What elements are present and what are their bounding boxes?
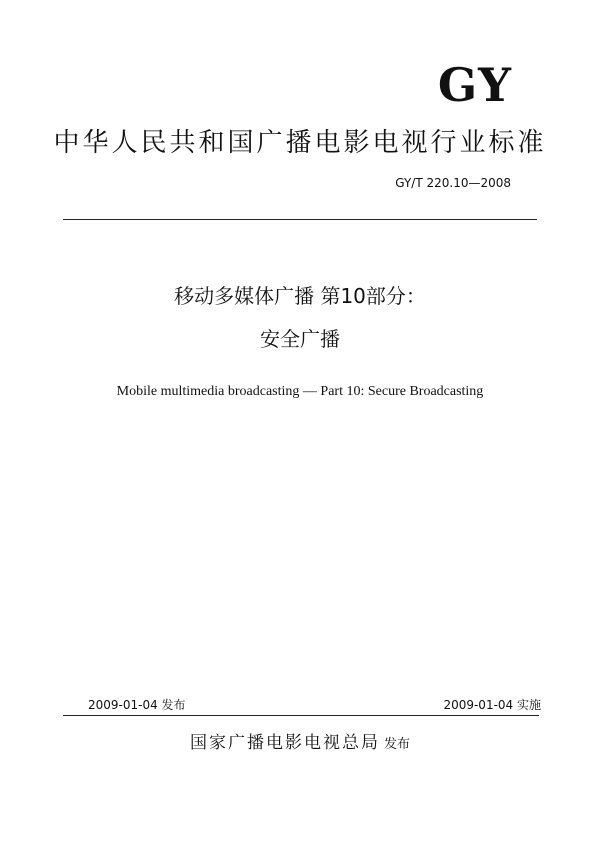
standard-number: GY/T 220.10—2008 bbox=[395, 176, 511, 190]
issue-date: 2009-01-04 发布 bbox=[88, 698, 186, 712]
issuing-authority: 国家广播电影电视总局 bbox=[189, 733, 380, 753]
document-title-line2: 安全广播 bbox=[260, 327, 340, 351]
document-title-english: Mobile multimedia broadcasting — Part 10: Secure Broadcasting bbox=[116, 384, 484, 399]
footer-divider bbox=[63, 715, 539, 716]
issuer-line bbox=[0, 735, 600, 752]
implementation-date: 2009-01-04 实施 bbox=[443, 698, 541, 712]
gy-logo: GY bbox=[437, 58, 512, 112]
issued-label: 发布 bbox=[383, 737, 410, 752]
document-title-line1: 移动多媒体广播 第10部分： bbox=[174, 284, 426, 308]
industry-standard-title: 中华人民共和国广播电影电视行业标准 bbox=[53, 128, 547, 158]
header-divider bbox=[63, 219, 537, 220]
